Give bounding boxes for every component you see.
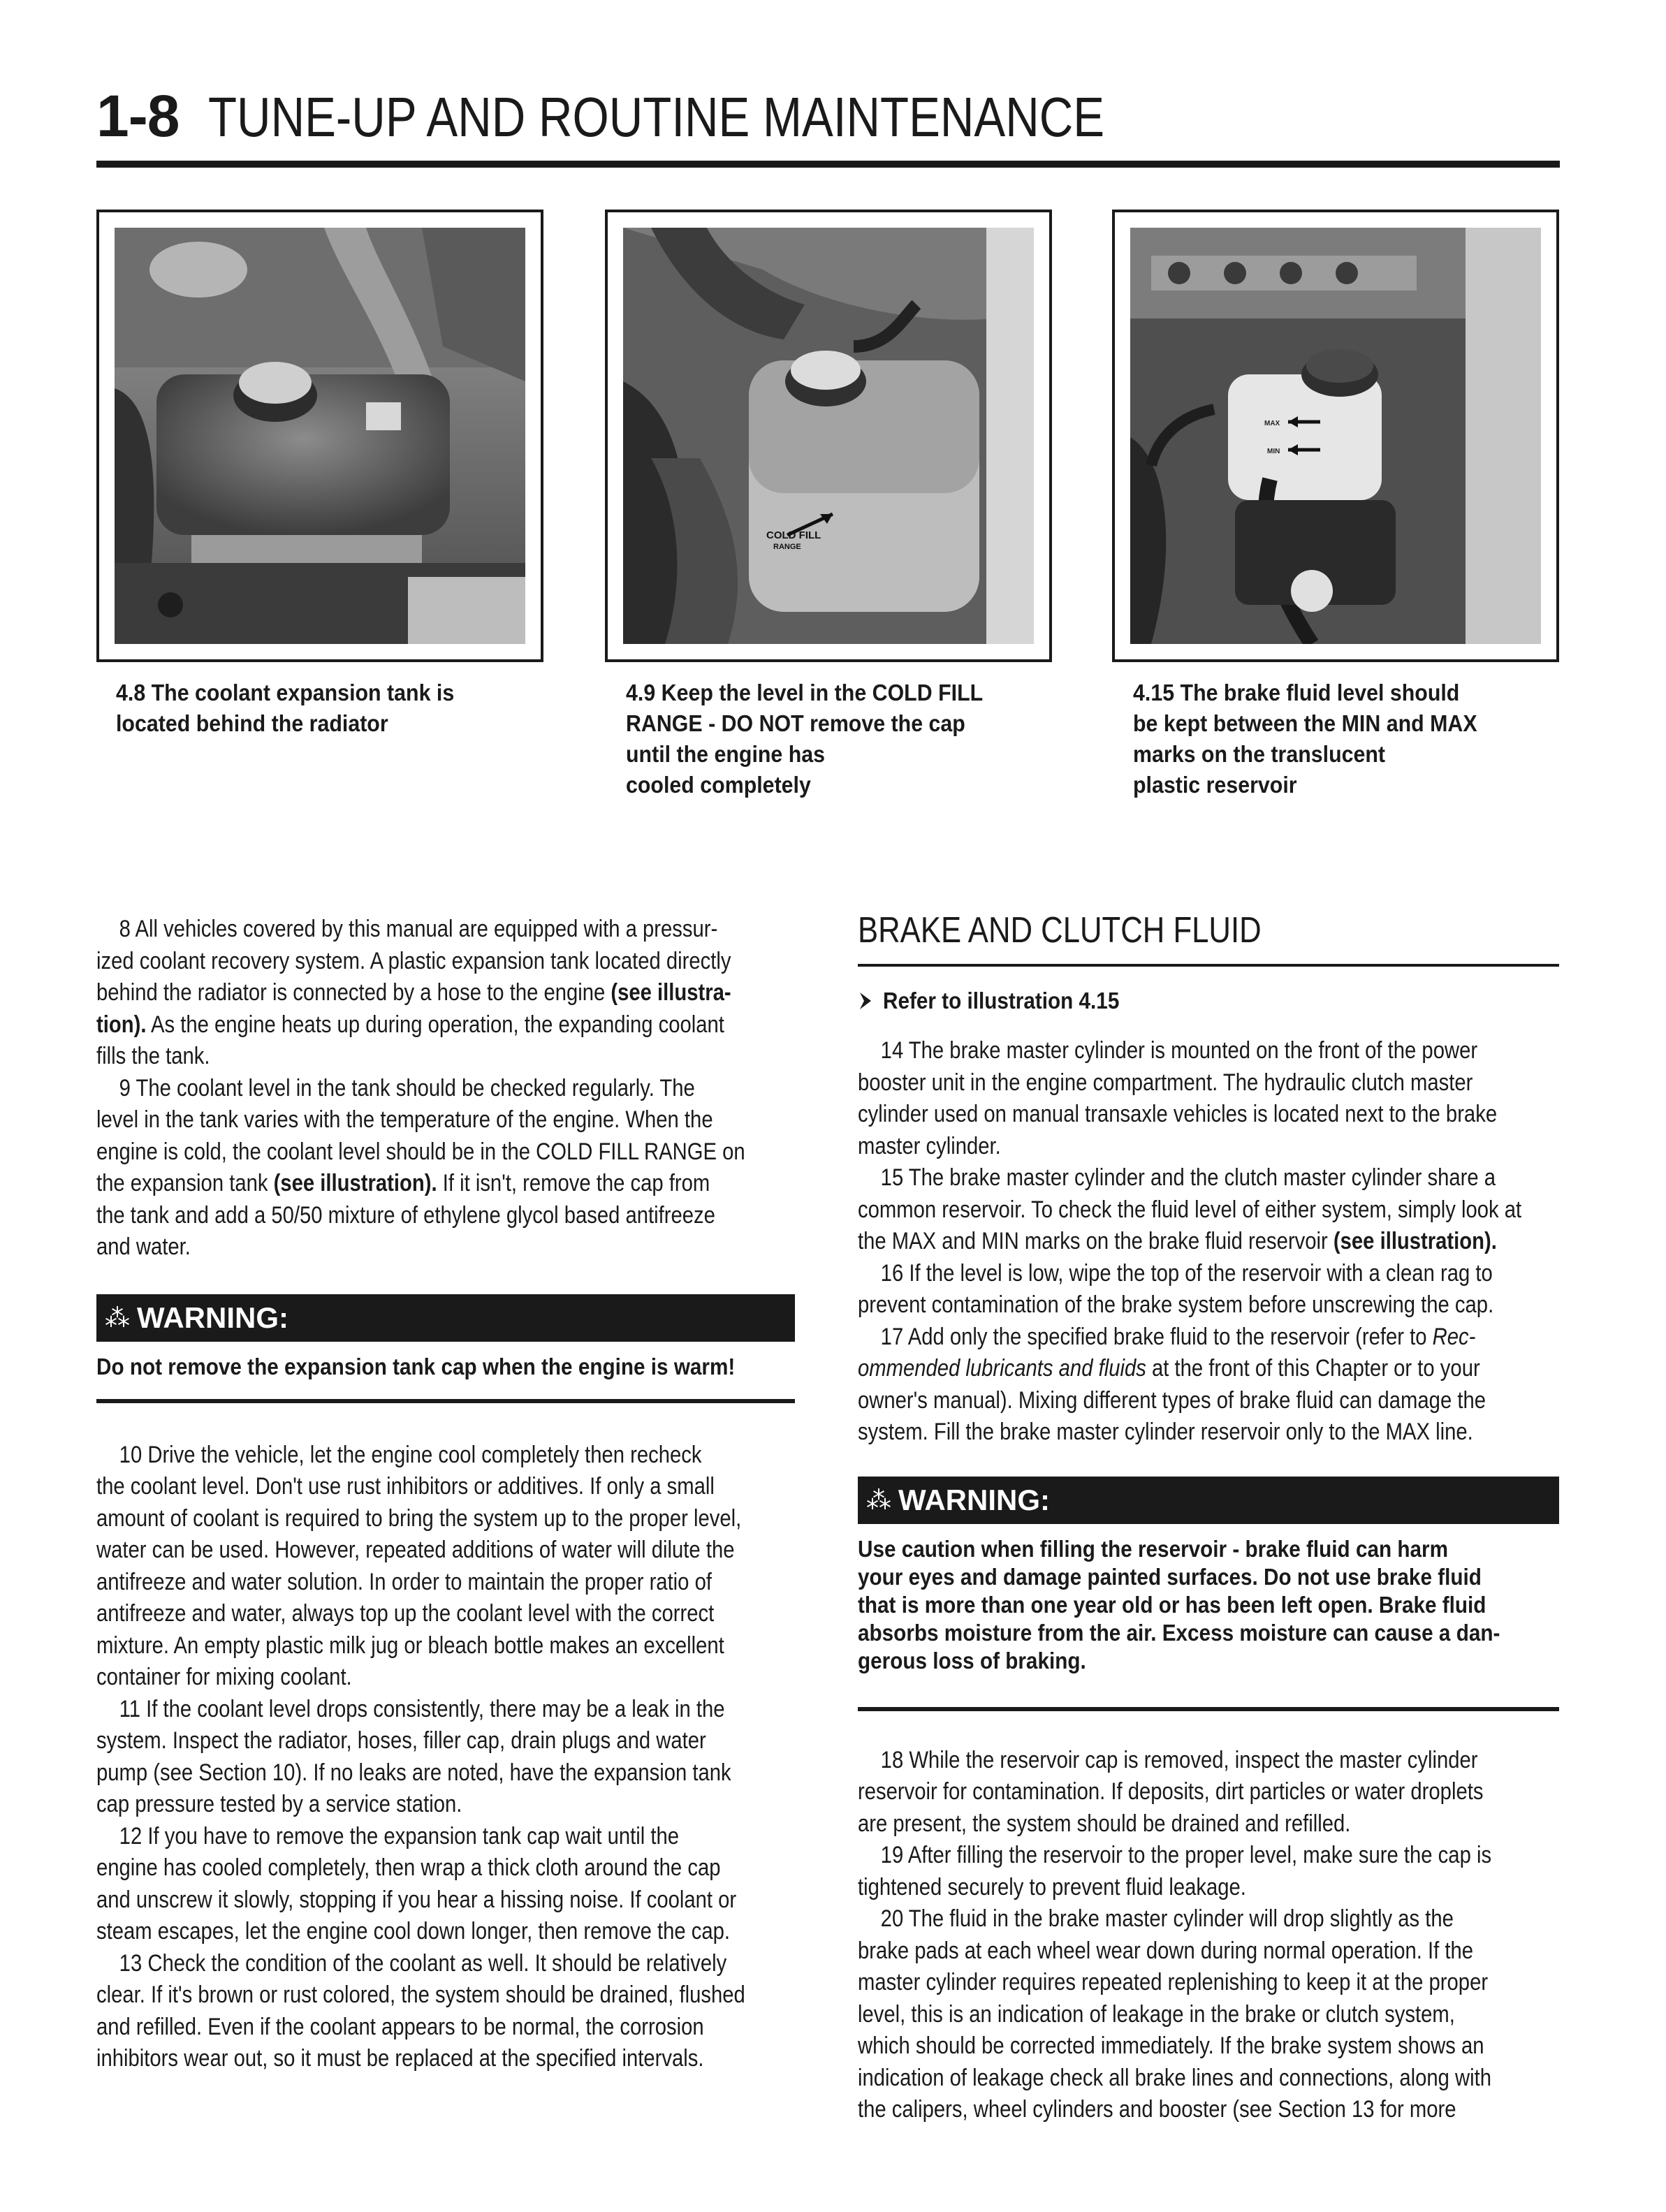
warning-bar [96, 1294, 795, 1342]
warning-bar [858, 1477, 1559, 1524]
right-column [858, 909, 1559, 2126]
svg-text:MAX: MAX [1264, 420, 1280, 427]
refer-illustration: Refer to illustration 4.15 [858, 988, 1559, 1014]
figure-4-8 [96, 210, 543, 662]
paragraph-9: 9 The coolant level in the tank should be checked regularly. The level in the tank varies with the temperature of the engine. When the engine is cold, the coolant level should be in the COLD FILL RANGE on the expansion tank (see illustration). If it isn't, remove the cap from the tank and add a 50/50 mixture of ethylene glycol based antifreeze and water. [96, 1074, 745, 1260]
arrow-bullet-icon [858, 991, 873, 1011]
paragraph-14: 14 The brake master cylinder is mounted on the front of the power booster unit in the engine compartment. The hydraulic clutch master cylinder used on manual transaxle vehicles is located next to the brake master cylinder. [858, 1037, 1498, 1159]
brake-fluid-warning [858, 1477, 1559, 1711]
svg-text:RANGE: RANGE [773, 543, 801, 551]
svg-text:MIN: MIN [1267, 448, 1280, 455]
cold-fill-range-photo [623, 228, 1034, 644]
warning-title: WARNING: [137, 1301, 288, 1334]
caption-4-15: 4.15 The brake fluid level should be kept between the MIN and MAX marks on the translucent plastic reservoir [1133, 680, 1477, 798]
figure-4-15 [1112, 210, 1559, 662]
paragraph-19: 19 After filling the reservoir to the proper level, make sure the cap is tightened securely to prevent fluid leakage. [858, 1842, 1492, 1900]
paragraph-8: 8 All vehicles covered by this manual are equipped with a pressur- ized coolant recovery system. A plastic expansion tank located directly behind the radiator is connected by a hose to the engine (see illustra- tion). As the engine heats up during operation, the expanding coolant fills the tank. [96, 916, 731, 1069]
coolant-warning [96, 1294, 795, 1403]
figure-4-9 [605, 210, 1052, 662]
paragraph-20: 20 The fluid in the brake master cylinder will drop slightly as the brake pads at each wheel wear down during normal operation. If the master cylinder requires repeated replenishing to keep it at the proper level, this is an indication of leakage in the brake or clutch system, which should be corrected immediately. If the brake system shows an indication of leakage check all brake lines and connections, along with the calipers, wheel cylinders and booster (see Section 13 for more [858, 1905, 1492, 2123]
paragraph-11: 11 If the coolant level drops consistently, there may be a leak in the system. Inspect the radiator, hoses, filler cap, drain plugs and water pump (see Section 10). If no leaks are noted, have the expansion tank cap pressure tested by a service station. [96, 1695, 731, 1817]
section-rule [858, 964, 1559, 967]
paragraph-15: 15 The brake master cylinder and the clutch master cylinder share a common reservoir. To check the fluid level of either system, simply look at the MAX and MIN marks on the brake fluid reservoir (see illustration). [858, 1164, 1522, 1254]
warning-text: Do not remove the expansion tank cap when the engine is warm! [96, 1353, 736, 1379]
warning-title: WARNING: [898, 1483, 1050, 1516]
coolant-tank-photo [115, 228, 525, 644]
page-header [96, 82, 1560, 168]
paragraph-12: 12 If you have to remove the expansion tank cap wait until the engine has cooled completely, then wrap a thick cloth around the cap and unscrew it slowly, stopping if you hear a hissing noise. If coolant or steam escapes, let the engine cool down longer, then remove the cap. [96, 1822, 737, 1944]
left-column [96, 914, 795, 2075]
paragraph-17: 17 Add only the specified brake fluid to the reservoir (refer to Rec- ommended lubricants and fluids at the front of this Chapter or to your owner's manual). Mixing different types of brake fluid can damage the system. Fill the brake master cylinder reservoir only to the MAX line. [858, 1323, 1486, 1445]
paragraph-10: 10 Drive the vehicle, let the engine cool completely then recheck the coolant level. Don't use rust inhibitors or additives. If only a small amount of coolant is required to bring the system up to the proper level, water can be used. However, repeated additions of water will dilute the antifreeze and water solution. In order to maintain the proper ratio of antifreeze and water, always top up the coolant level with the correct mixture. An empty plastic milk jug or bleach bottle makes an excellent container for mixing coolant. [96, 1441, 742, 1690]
header-rule [96, 161, 1560, 168]
paragraph-16: 16 If the level is low, wipe the top of the reservoir with a clean rag to prevent contamination of the brake system before unscrewing the cap. [858, 1259, 1494, 1318]
brake-reservoir-photo [1130, 228, 1541, 644]
paragraph-13: 13 Check the condition of the coolant as well. It should be relatively clear. If it's brown or rust colored, the system should be drained, flushed and refilled. Even if the coolant appears to be normal, the corrosion inhibitors wear out, so it must be replaced at the specified intervals. [96, 1949, 745, 2072]
section-title-brake-clutch-fluid: BRAKE AND CLUTCH FLUID [858, 910, 1262, 951]
warning-text: Use caution when filling the reservoir - brake fluid can harm your eyes and damage painted surfaces. Do not use brake fluid that is more than one year old or has been left open. Brake fluid absorbs moisture from the air. Excess moisture can cause a dan- gerous loss of braking. [858, 1535, 1500, 1673]
page-title: TUNE-UP AND ROUTINE MAINTENANCE [208, 86, 1105, 148]
caption-4-8: 4.8 The coolant expansion tank is located behind the radiator [116, 680, 455, 736]
warning-stars-icon: ⁂ [105, 1303, 127, 1332]
svg-text:COLD FILL: COLD FILL [766, 529, 821, 541]
warning-stars-icon: ⁂ [866, 1485, 889, 1514]
caption-4-9: 4.9 Keep the level in the COLD FILL RANGE - DO NOT remove the cap until the engine has cooled completely [626, 680, 984, 798]
paragraph-18: 18 While the reservoir cap is removed, inspect the master cylinder reservoir for contamination. If deposits, dirt particles or water droplets are present, the system should be drained and refilled. [858, 1746, 1484, 1837]
section-number: 1-8 [96, 83, 180, 149]
